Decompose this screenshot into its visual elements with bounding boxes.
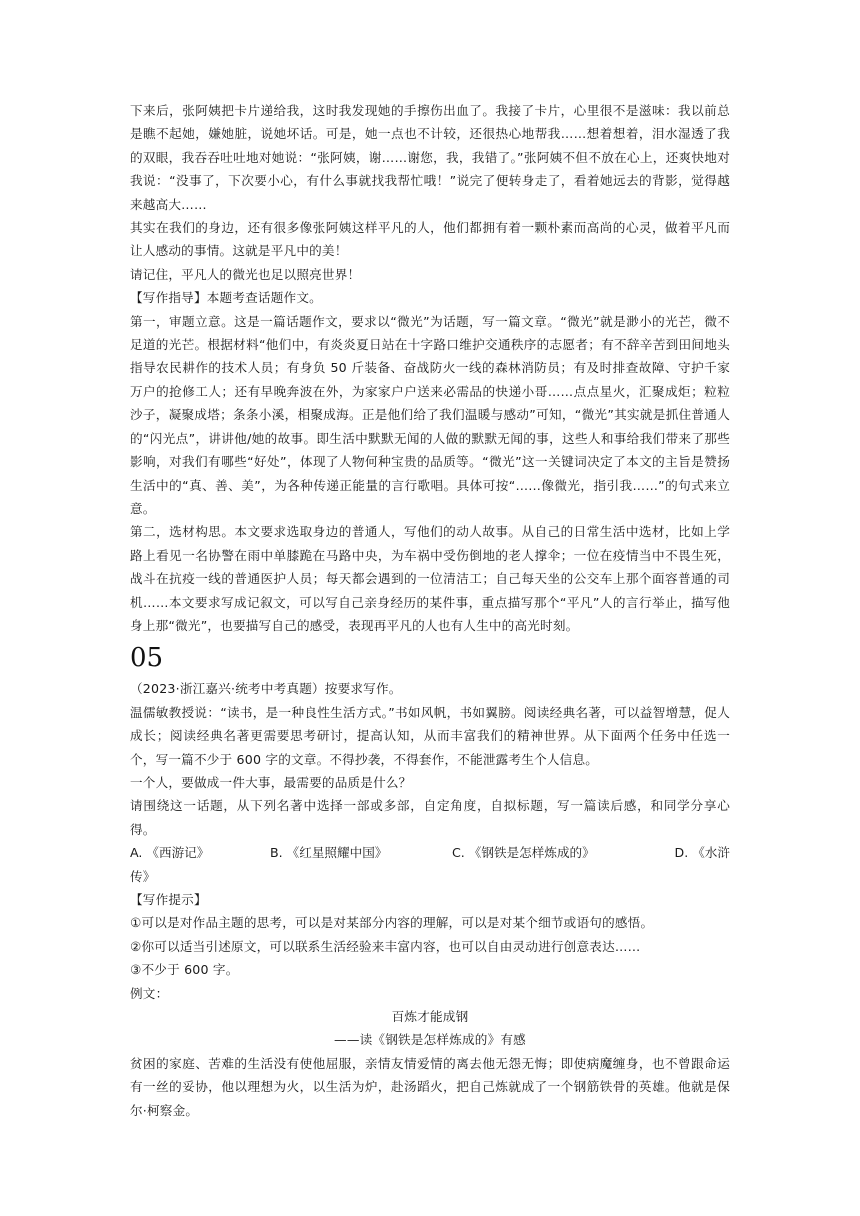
story-paragraph-3: 请记住，平凡人的微光也足以照亮世界！: [130, 266, 361, 282]
writing-tip-3: ③不少于 600 字。: [130, 962, 239, 978]
option-c: C. 《钢铁是怎样炼成的》: [452, 845, 595, 861]
document-page: [130, 99, 730, 1122]
essay-subtitle: ——读《钢铁是怎样炼成的》有感: [334, 1032, 526, 1048]
question-intro: 温儒敏教授说：“读书，是一种良性生活方式。”书如风帆，书如翼膀。阅读经典名著，可以益智增慧，促人成长；阅读经典名著更需要思考研讨，提高认知，从而丰富我们的精神世界。从下面两个任务中任选一个，写一篇不少于 600 字的文章。不得抄袭，不得套作，不能泄露考生个人信息。: [130, 704, 730, 767]
writing-tip-1: ①可以是对作品主题的思考，可以是对某部分内容的理解，可以是对某个细节或语句的感悟。: [130, 915, 654, 931]
essay-body: 贫困的家庭、苦难的生活没有使他屈服，亲情友情爱情的离去他无怨无悔；即使病魔缠身，也不曾跟命运有一丝的妥协，他以理想为火，以生活为炉，赴汤蹈火，把自己炼就成了一个钢筋铁骨的英雄。他就是保尔·柯察金。: [130, 1055, 730, 1118]
writing-guide-label: 【写作指导】本题考查话题作文。: [130, 290, 322, 306]
essay-title: 百炼才能成钢: [391, 1009, 469, 1025]
writing-tips-label: 【写作提示】: [130, 892, 207, 907]
question-number: 05: [130, 643, 164, 674]
question-source: （2023·浙江嘉兴·统考中考真题）按要求写作。: [130, 681, 402, 697]
option-a: A. 《西游记》: [130, 845, 210, 861]
option-b: B. 《红星照耀中国》: [270, 845, 388, 861]
option-d: D. 《水浒: [674, 845, 730, 861]
story-paragraph-1: 下来后，张阿姨把卡片递给我，这时我发现她的手擦伤出血了。我接了卡片，心里很不是滋味：我以前总是瞧不起她，嫌她脏，说她坏话。可是，她一点也不计较，还很热心地帮我……想着想着，泪水湿透了我的双眼，我吞吞吐吐地对她说：“张阿姨，谢……谢您，我，我错了。”张阿姨不但不放在心上，还爽快地对我说：“没事了，下次要小心，有什么事就找我帮忙哦！”说完了便转身走了，看着她远去的背影，觉得越来越高大……: [130, 103, 730, 212]
question-instruction: 请围绕这一话题，从下列名著中选择一部或多部，自定角度，自拟标题，写一篇读后感，和同学分享心得。: [130, 798, 730, 837]
story-paragraph-2: 其实在我们的身边，还有很多像张阿姨这样平凡的人，他们都拥有着一颗朴素而高尚的心灵，做着平凡而让人感动的事情。这就是平凡中的美！: [130, 220, 730, 259]
option-d-continued: 传》: [130, 868, 156, 884]
writing-guide-point-1: 第一，审题立意。这是一篇话题作文，要求以“微光”为话题，写一篇文章。“微光”就是渺小的光芒，微不足道的光芒。根据材料“他们中，有炎炎夏日站在十字路口维护交通秩序的志愿者；有不辞辛苦到田间地头指导农民耕作的技术人员；有身负 50 斤装备、奋战防火一线的森林消防员；有及时排查故障、守护千家万户的抢修工人；还有早晚奔波在外，为家家户户送来必需品的快递小哥……点点星火，汇聚成炬；粒粒沙子，凝聚成塔；条条小溪，相聚成海。正是他们给了我们温暖与感动”可知，“微光”其实就是抓住普通人的“闪光点”，讲讲他/她的故事。即生活中默默无闻的人做的默默无闻的事，这些人和事给我们带来了那些影响，对我们有哪些“好处”，体现了人物何种宝贵的品质等。“微光”这一关键词决定了本文的主旨是赞扬生活中的“真、善、美”，为各种传递正能量的言行歌唱。具体可按“……像微光，指引我……”的句式来立意。: [130, 313, 730, 516]
book-options: [130, 841, 730, 864]
question-topic: 一个人，要做成一件大事，最需要的品质是什么？: [130, 774, 412, 790]
example-label: 例文：: [130, 985, 169, 1001]
writing-tip-2: ②你可以适当引述原文，可以联系生活经验来丰富内容，也可以自由灵动进行创意表达……: [130, 938, 641, 954]
writing-guide-point-2: 第二，选材构思。本文要求选取身边的普通人，写他们的动人故事。从自己的日常生活中选材，比如上学路上看见一名协警在雨中单膝跪在马路中央，为车祸中受伤倒地的老人撑伞；一位在疫情当中不畏生死，战斗在抗疫一线的普通医护人员；每天都会遇到的一位清洁工；自己每天坐的公交车上那个面容普通的司机……本文要求写成记叙文，可以写自己亲身经历的某件事，重点描写那个“平凡”人的言行举止，描写他身上那“微光”，也要描写自己的感受，表现再平凡的人也有人生中的高光时刻。: [130, 524, 730, 633]
